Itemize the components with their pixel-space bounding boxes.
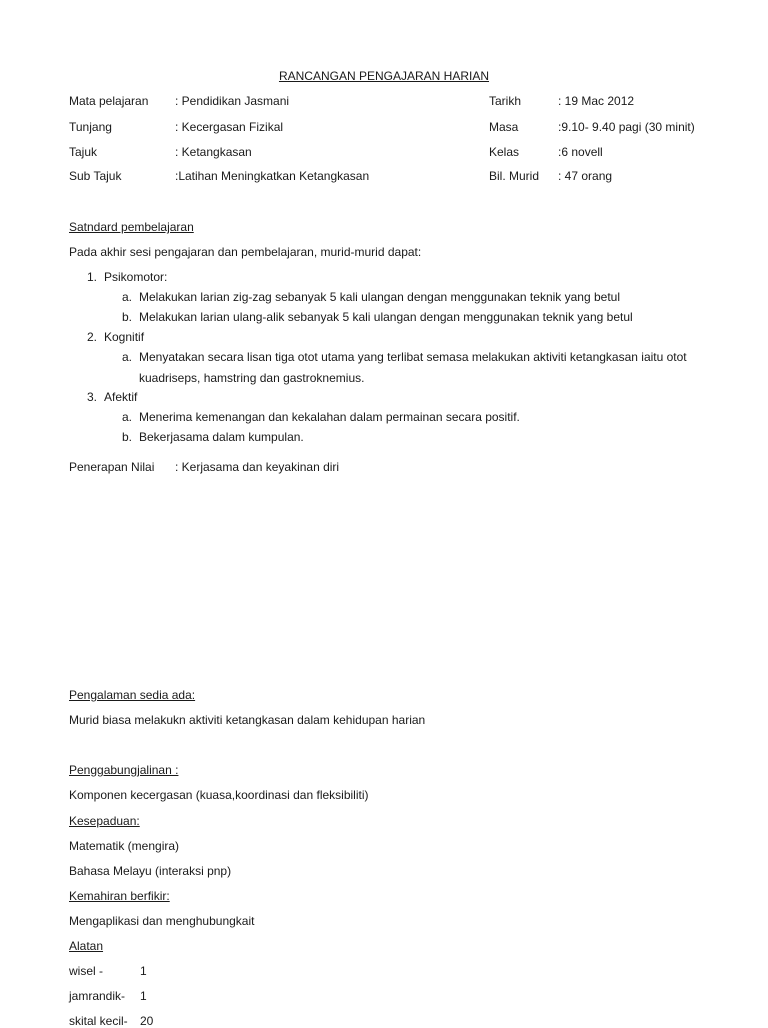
objective-letter: a. [122,350,133,364]
header-value-bil-murid: : 47 orang [558,169,613,183]
header-value-sub-tajuk: :Latihan Meningkatkan Ketangkasan [175,169,370,183]
header-value-tunjang: : Kecergasan Fizikal [175,120,284,134]
alatan-heading: Alatan [69,939,104,953]
objective-text-continued: kuadriseps, hamstring dan gastroknemius. [139,371,365,385]
header-label-masa: Masa [489,120,519,134]
objective-letter: a. [122,410,133,424]
header-label-bil-murid: Bil. Murid [489,169,540,183]
nilai-value: : Kerjasama dan keyakinan diri [175,460,340,474]
objective-category: Afektif [104,390,138,404]
header-label-tajuk: Tajuk [69,145,98,159]
penggabungjalinan-heading: Penggabungjalinan : [69,763,179,777]
objective-text: Menyatakan secara lisan tiga otot utama yang terlibat semasa melakukan aktiviti ketangkasan iaitu otot [139,350,687,364]
header-label-tarikh: Tarikh [489,94,522,108]
objective-category: Psikomotor: [104,270,168,284]
alatan-item-name: wisel - [69,964,104,978]
kemahiran-heading: Kemahiran berfikir: [69,889,170,903]
objective-category: Kognitif [104,330,145,344]
objective-letter: a. [122,290,133,304]
alatan-item-qty: 20 [140,1014,154,1028]
alatan-item-qty: 1 [140,964,147,978]
objective-text: Melakukan larian zig-zag sebanyak 5 kali ulangan dengan menggunakan teknik yang betul [139,290,620,304]
header-value-mata-pelajaran: : Pendidikan Jasmani [175,94,290,108]
header-value-tajuk: : Ketangkasan [175,145,252,159]
alatan-item-name: skital kecil- [69,1014,128,1028]
standard-intro: Pada akhir sesi pengajaran dan pembelajaran, murid-murid dapat: [69,245,422,259]
kesepaduan-heading: Kesepaduan: [69,814,140,828]
objective-text: Melakukan larian ulang-alik sebanyak 5 kali ulangan dengan menggunakan teknik yang betul [139,310,633,324]
header-label-tunjang: Tunjang [69,120,112,134]
nilai-label: Penerapan Nilai [69,460,155,474]
header-label-mata-pelajaran: Mata pelajaran [69,94,149,108]
objective-letter: b. [122,430,133,444]
alatan-item-qty: 1 [140,989,147,1003]
header-label-kelas: Kelas [489,145,520,159]
objective-number: 2. [87,330,98,344]
header-value-kelas: :6 novell [558,145,603,159]
alatan-item-name: jamrandik- [69,989,126,1003]
kesepaduan-item: Matematik (mengira) [69,839,180,853]
kemahiran-text: Mengaplikasi dan menghubungkait [69,914,255,928]
pengalaman-heading: Pengalaman sedia ada: [69,688,196,702]
header-value-masa: :9.10- 9.40 pagi (30 minit) [558,120,695,134]
objective-number: 1. [87,270,98,284]
objective-text: Bekerjasama dalam kumpulan. [139,430,304,444]
pengalaman-text: Murid biasa melakukn aktiviti ketangkasan dalam kehidupan harian [69,713,426,727]
header-value-tarikh: : 19 Mac 2012 [558,94,635,108]
kesepaduan-item: Bahasa Melayu (interaksi pnp) [69,864,232,878]
header-label-sub-tajuk: Sub Tajuk [69,169,122,183]
standard-heading: Satndard pembelajaran [69,220,194,234]
penggabungjalinan-text: Komponen kecergasan (kuasa,koordinasi dan fleksibiliti) [69,788,369,802]
objective-letter: b. [122,310,133,324]
objective-text: Menerima kemenangan dan kekalahan dalam permainan secara positif. [139,410,520,424]
objective-number: 3. [87,390,98,404]
page-title: RANCANGAN PENGAJARAN HARIAN [278,69,490,83]
